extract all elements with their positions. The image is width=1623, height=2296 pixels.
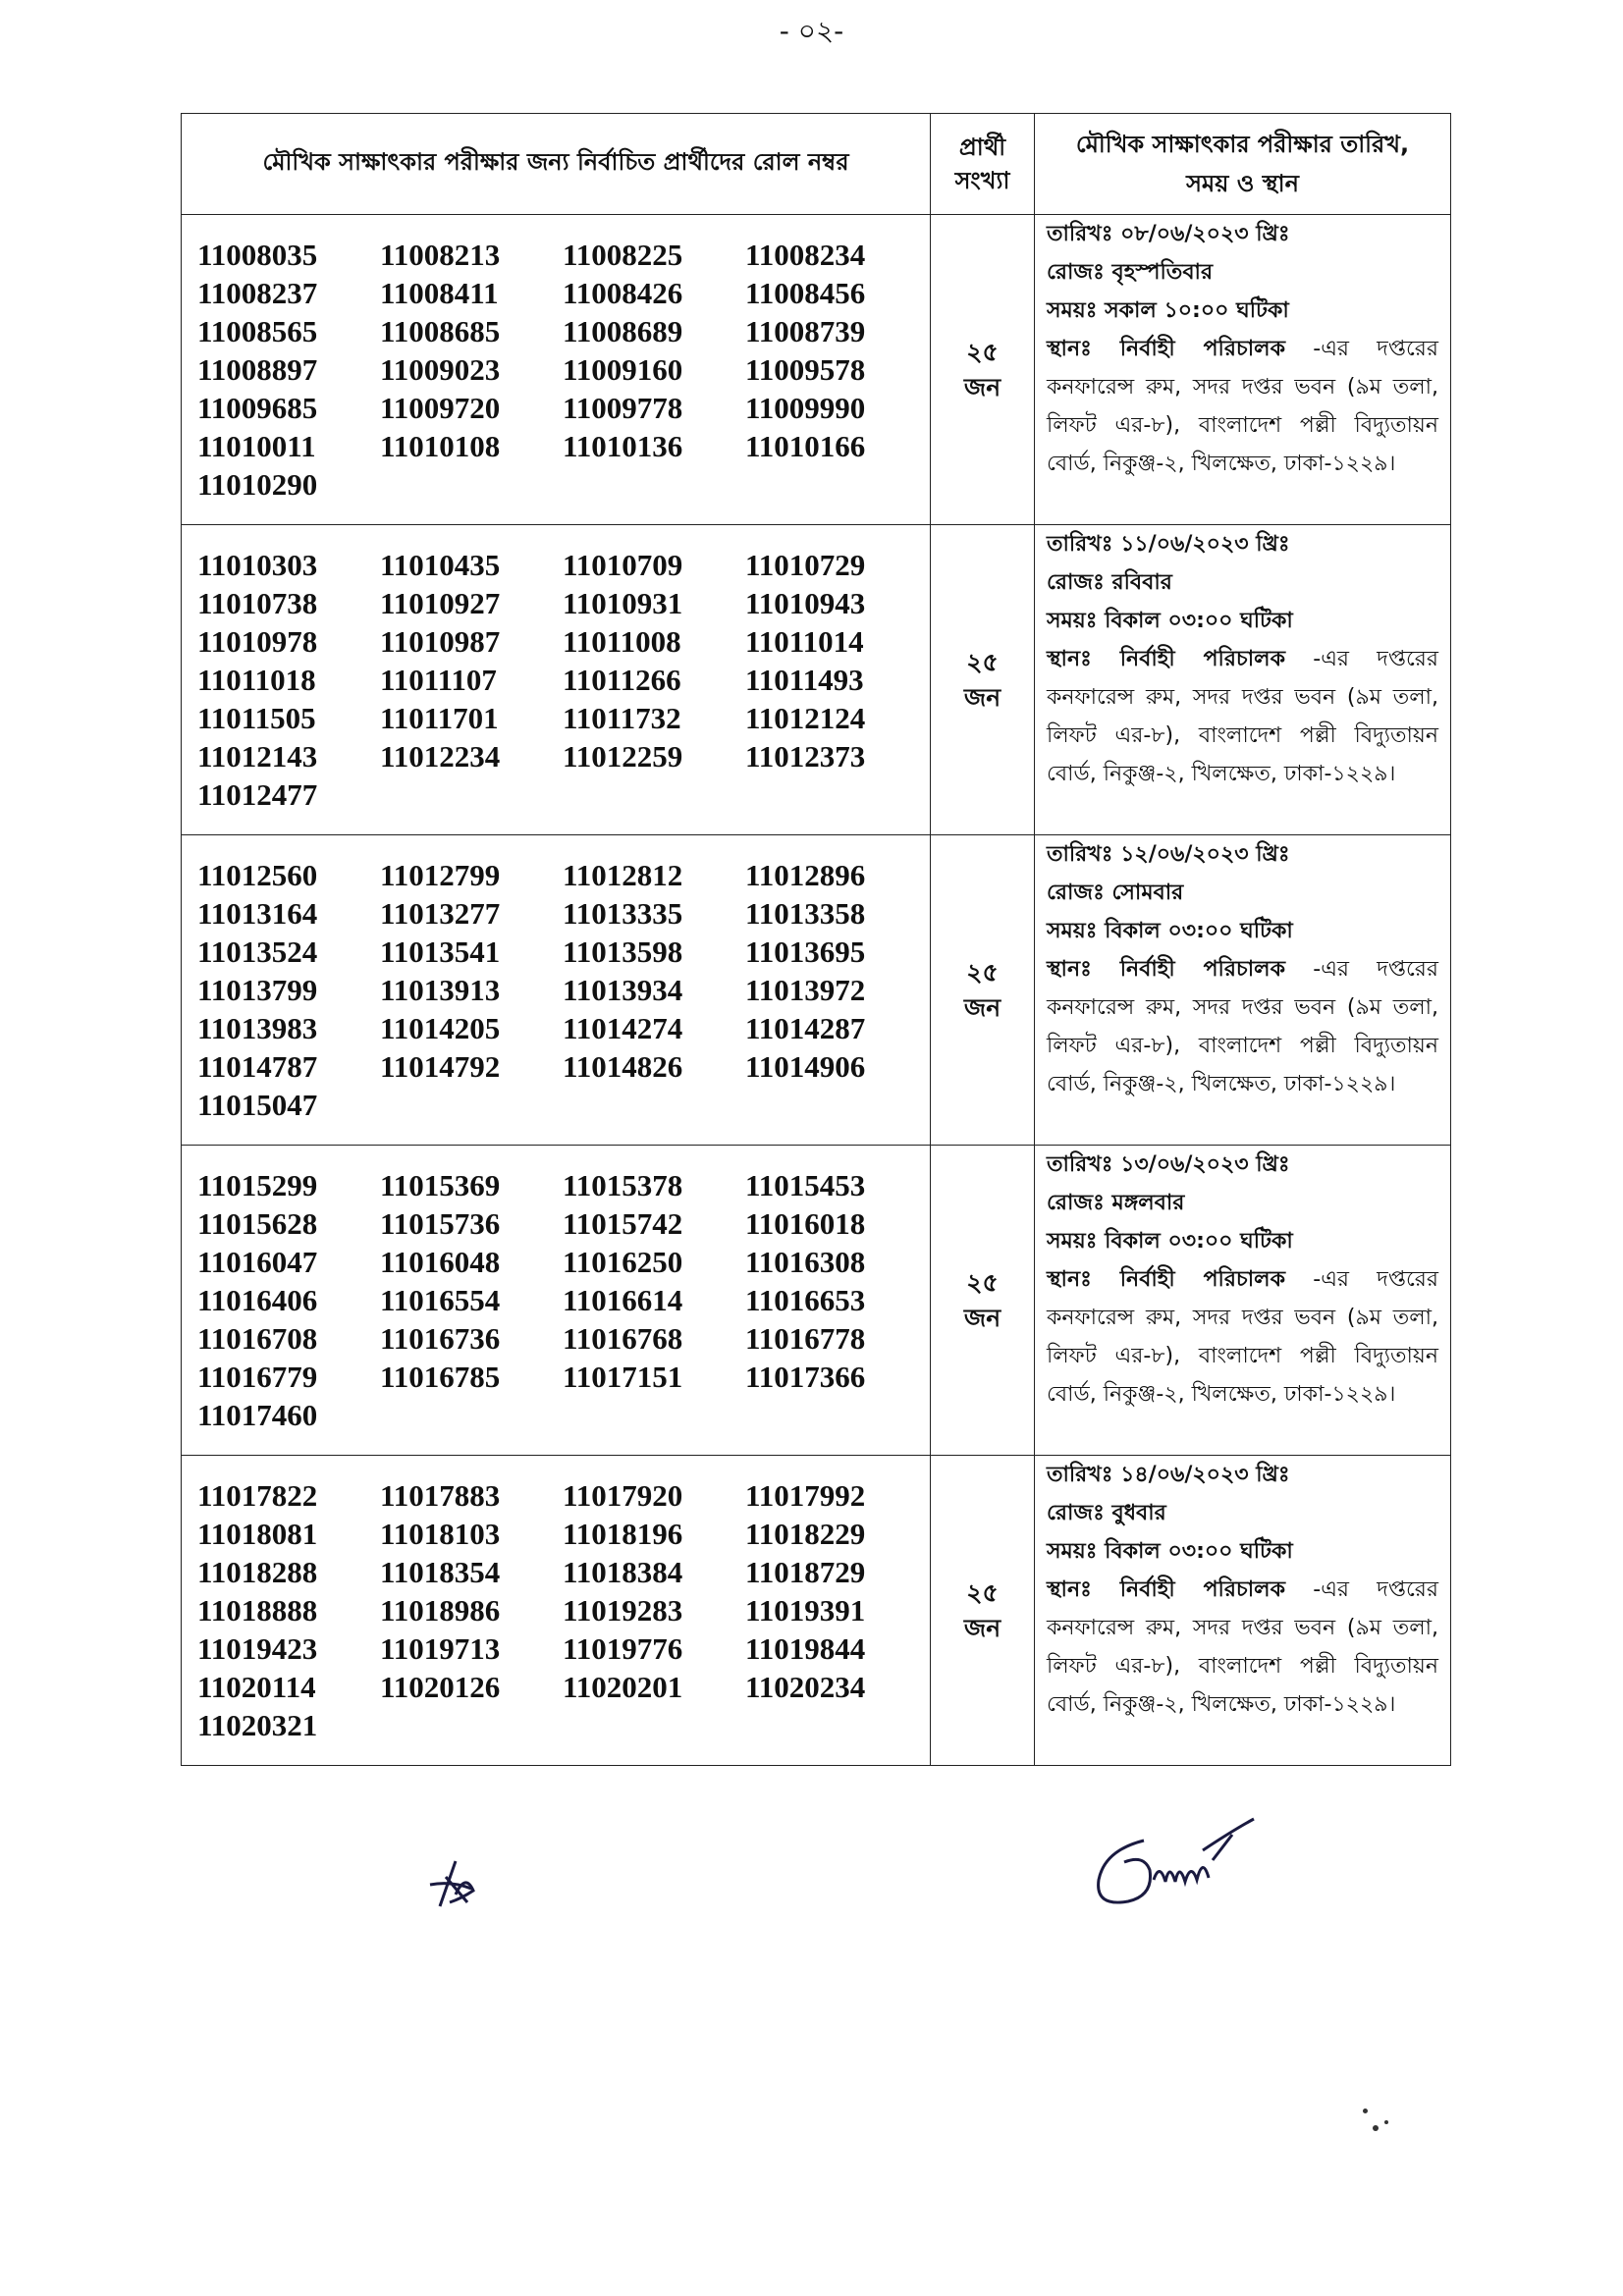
roll-number: 11010303 (197, 548, 318, 582)
venue-text: -এর দপ্তরের কনফারেন্স রুম, সদর দপ্তর ভবন (৯ম তলা, লিফট এর-৮), বাংলাদেশ পল্লী বিদ্যুতায়ন বোর্ড, নিকুঞ্জ-২, খিলক্ষেত, ঢাকা-১২২৯। (1047, 337, 1438, 476)
venue-label: স্থানঃ নির্বাহী পরিচালক (1047, 957, 1285, 982)
roll-number: 11017822 (197, 1478, 318, 1513)
scan-speck (1384, 2120, 1388, 2124)
roll-number: 11020126 (380, 1670, 501, 1704)
roll-number-grid (197, 546, 914, 814)
roll-number: 11012812 (563, 858, 683, 892)
header-details-line2: সময় ও স্থান (1186, 170, 1299, 197)
roll-number: 11014906 (745, 1049, 866, 1084)
roll-number: 11011732 (563, 701, 681, 735)
schedule-details-cell (1035, 525, 1451, 835)
roll-number-cell (182, 215, 931, 525)
roll-number: 11015742 (563, 1206, 683, 1241)
roll-number: 11014792 (380, 1049, 501, 1084)
roll-number: 11011018 (197, 663, 316, 697)
header-count-line1: প্রার্থী (958, 133, 1006, 161)
roll-number: 11014826 (563, 1049, 683, 1084)
roll-number: 11012259 (563, 739, 683, 774)
roll-number: 11008685 (380, 314, 501, 348)
schedule-details-cell (1035, 1456, 1451, 1766)
roll-number: 11016779 (197, 1360, 318, 1394)
table-body (182, 215, 1451, 1766)
roll-number: 11008739 (745, 314, 866, 348)
candidate-count-cell (931, 835, 1035, 1146)
roll-number: 11018288 (197, 1555, 318, 1589)
roll-number-grid (197, 1166, 914, 1434)
roll-number: 11011505 (197, 701, 316, 735)
schedule-block-4 (182, 1146, 1451, 1456)
roll-number: 11010927 (380, 586, 501, 620)
roll-number: 11012896 (745, 858, 866, 892)
roll-number: 11012560 (197, 858, 318, 892)
roll-number: 11013799 (197, 973, 318, 1007)
roll-number: 11010729 (745, 548, 866, 582)
venue-text: -এর দপ্তরের কনফারেন্স রুম, সদর দপ্তর ভবন (৯ম তলা, লিফট এর-৮), বাংলাদেশ পল্লী বিদ্যুতায়ন বোর্ড, নিকুঞ্জ-২, খিলক্ষেত, ঢাকা-১২২৯। (1047, 957, 1438, 1096)
venue-label: স্থানঃ নির্বাহী পরিচালক (1047, 1267, 1285, 1292)
roll-number: 11010166 (745, 429, 866, 463)
interview-time: সময়ঃ বিকাল ০৩:০০ ঘটিকা (1047, 609, 1293, 633)
roll-number: 11015369 (380, 1168, 501, 1202)
count-number: ২৫ (966, 1267, 999, 1297)
roll-number: 11008897 (197, 352, 318, 387)
roll-number: 11016768 (563, 1321, 683, 1356)
count-unit: জন (963, 682, 1001, 712)
roll-number: 11020114 (197, 1670, 316, 1704)
roll-number: 11015299 (197, 1168, 318, 1202)
interview-schedule-table (181, 113, 1451, 1766)
interview-time: সময়ঃ বিকাল ০৩:০০ ঘটিকা (1047, 919, 1293, 943)
roll-number: 11018081 (197, 1517, 318, 1551)
roll-number: 11011266 (563, 663, 681, 697)
interview-date: তারিখঃ ১২/০৬/২০২৩ খ্রিঃ (1047, 842, 1290, 867)
roll-number: 11010738 (197, 586, 318, 620)
roll-number: 11019283 (563, 1593, 683, 1628)
roll-number: 11020321 (197, 1708, 318, 1742)
roll-number: 11017366 (745, 1360, 866, 1394)
roll-number: 11009578 (745, 352, 866, 387)
interview-venue (1047, 1260, 1438, 1414)
roll-number: 11008689 (563, 314, 683, 348)
roll-number: 11008456 (745, 276, 866, 310)
interview-day: রোজঃ বুধবার (1047, 1501, 1166, 1525)
roll-number: 11019776 (563, 1631, 683, 1666)
interview-date: তারিখঃ ১৩/০৬/২০২৩ খ্রিঃ (1047, 1152, 1290, 1177)
roll-number-cell (182, 1146, 931, 1456)
roll-number: 11016406 (197, 1283, 318, 1317)
roll-number: 11011014 (745, 624, 864, 659)
roll-number: 11016048 (380, 1245, 501, 1279)
roll-number: 11012234 (380, 739, 501, 774)
interview-day: রোজঃ বৃহস্পতিবার (1047, 260, 1214, 285)
roll-number: 11009778 (563, 391, 683, 425)
roll-number: 11010290 (197, 467, 318, 502)
count-unit: জন (963, 372, 1001, 401)
page-number: - ০২- (779, 15, 844, 47)
signature (1085, 1811, 1262, 1929)
roll-number: 11017992 (745, 1478, 866, 1513)
roll-number: 11014205 (380, 1011, 501, 1045)
interview-venue (1047, 1571, 1438, 1724)
roll-number-grid (197, 856, 914, 1124)
roll-number: 11013972 (745, 973, 866, 1007)
roll-number: 11018229 (745, 1517, 866, 1551)
venue-label: স্থানঃ নির্বাহী পরিচালক (1047, 1577, 1285, 1602)
candidate-count-cell (931, 1146, 1035, 1456)
header-date-time-venue (1035, 114, 1451, 215)
interview-date: তারিখঃ ১৪/০৬/২০২৩ খ্রিঃ (1047, 1463, 1290, 1487)
roll-number: 11011493 (745, 663, 864, 697)
roll-number: 11018729 (745, 1555, 866, 1589)
roll-number: 11008035 (197, 238, 318, 272)
roll-number: 11011107 (380, 663, 497, 697)
roll-number: 11010435 (380, 548, 501, 582)
roll-number: 11014274 (563, 1011, 683, 1045)
roll-number-cell (182, 835, 931, 1146)
candidate-count-cell (931, 215, 1035, 525)
roll-number: 11020201 (563, 1670, 683, 1704)
roll-number: 11008237 (197, 276, 318, 310)
roll-number: 11010931 (563, 586, 683, 620)
roll-number: 11013541 (380, 934, 501, 969)
roll-number: 11012124 (745, 701, 866, 735)
roll-number: 11012373 (745, 739, 866, 774)
venue-text: -এর দপ্তরের কনফারেন্স রুম, সদর দপ্তর ভবন (৯ম তলা, লিফট এর-৮), বাংলাদেশ পল্লী বিদ্যুতায়ন বোর্ড, নিকুঞ্জ-২, খিলক্ষেত, ঢাকা-১২২৯। (1047, 647, 1438, 786)
roll-number-cell (182, 1456, 931, 1766)
roll-number: 11008225 (563, 238, 683, 272)
roll-number: 11010943 (745, 586, 866, 620)
roll-number: 11008213 (380, 238, 501, 272)
roll-number: 11016653 (745, 1283, 866, 1317)
roll-number: 11016614 (563, 1283, 683, 1317)
initials-signature (422, 1855, 491, 1914)
roll-number-grid (197, 236, 914, 504)
venue-text: -এর দপ্তরের কনফারেন্স রুম, সদর দপ্তর ভবন (৯ম তলা, লিফট এর-৮), বাংলাদেশ পল্লী বিদ্যুতায়ন বোর্ড, নিকুঞ্জ-২, খিলক্ষেত, ঢাকা-১২২৯। (1047, 1267, 1438, 1407)
schedule-details-cell (1035, 1146, 1451, 1456)
roll-number: 11018384 (563, 1555, 683, 1589)
interview-venue (1047, 640, 1438, 793)
interview-day: রোজঃ সোমবার (1047, 881, 1184, 905)
roll-number: 11018888 (197, 1593, 318, 1628)
roll-number: 11009720 (380, 391, 501, 425)
roll-number: 11013524 (197, 934, 318, 969)
interview-venue (1047, 330, 1438, 483)
header-roll-numbers: মৌখিক সাক্ষাৎকার পরীক্ষার জন্য নির্বাচিত প্রার্থীদের রোল নম্বর (182, 114, 931, 215)
roll-number: 11015047 (197, 1088, 318, 1122)
roll-number-grid (197, 1476, 914, 1744)
count-number: ২৫ (966, 647, 999, 676)
count-unit: জন (963, 1303, 1001, 1332)
roll-number: 11015453 (745, 1168, 866, 1202)
venue-text: -এর দপ্তরের কনফারেন্স রুম, সদর দপ্তর ভবন (৯ম তলা, লিফট এর-৮), বাংলাদেশ পল্লী বিদ্যুতায়ন বোর্ড, নিকুঞ্জ-২, খিলক্ষেত, ঢাকা-১২২৯। (1047, 1577, 1438, 1717)
roll-number: 11010108 (380, 429, 501, 463)
roll-number: 11011008 (563, 624, 681, 659)
roll-number: 11014787 (197, 1049, 318, 1084)
roll-number: 11012143 (197, 739, 318, 774)
count-number: ২৫ (966, 957, 999, 987)
roll-number: 11016308 (745, 1245, 866, 1279)
schedule-details-cell (1035, 215, 1451, 525)
roll-number: 11013934 (563, 973, 683, 1007)
count-unit: জন (963, 992, 1001, 1022)
header-candidate-count (931, 114, 1035, 215)
roll-number: 11008565 (197, 314, 318, 348)
roll-number: 11016778 (745, 1321, 866, 1356)
roll-number: 11016708 (197, 1321, 318, 1356)
roll-number: 11010011 (197, 429, 316, 463)
schedule-block-3 (182, 835, 1451, 1146)
roll-number: 11015628 (197, 1206, 318, 1241)
roll-number: 11010987 (380, 624, 501, 659)
candidate-count-cell (931, 1456, 1035, 1766)
roll-number: 11018986 (380, 1593, 501, 1628)
schedule-block-1 (182, 215, 1451, 525)
interview-time: সময়ঃ বিকাল ০৩:০০ ঘটিকা (1047, 1229, 1293, 1254)
schedule-details-cell (1035, 835, 1451, 1146)
schedule-block-2 (182, 525, 1451, 835)
interview-time: সময়ঃ সকাল ১০:০০ ঘটিকা (1047, 298, 1289, 323)
roll-number-cell (182, 525, 931, 835)
roll-number: 11019713 (380, 1631, 501, 1666)
roll-number: 11017460 (197, 1398, 318, 1432)
roll-number: 11012799 (380, 858, 501, 892)
interview-day: রোজঃ মঙ্গলবার (1047, 1191, 1185, 1215)
count-number: ২৫ (966, 1577, 999, 1607)
roll-number: 11013358 (745, 896, 866, 931)
roll-number: 11019391 (745, 1593, 866, 1628)
roll-number: 11018354 (380, 1555, 501, 1589)
roll-number: 11009685 (197, 391, 318, 425)
scan-speck (1373, 2125, 1379, 2131)
count-unit: জন (963, 1613, 1001, 1642)
roll-number: 11018196 (563, 1517, 683, 1551)
interview-venue (1047, 950, 1438, 1103)
roll-number: 11012477 (197, 777, 318, 812)
interview-date: তারিখঃ ১১/০৬/২০২৩ খ্রিঃ (1047, 532, 1290, 557)
roll-number: 11015378 (563, 1168, 683, 1202)
roll-number: 11010709 (563, 548, 683, 582)
roll-number: 11017920 (563, 1478, 683, 1513)
roll-number: 11016018 (745, 1206, 866, 1241)
roll-number: 11008234 (745, 238, 866, 272)
schedule-block-5 (182, 1456, 1451, 1766)
roll-number: 11008426 (563, 276, 683, 310)
roll-number: 11011701 (380, 701, 499, 735)
roll-number: 11016554 (380, 1283, 501, 1317)
roll-number: 11014287 (745, 1011, 866, 1045)
roll-number: 11013695 (745, 934, 866, 969)
venue-label: স্থানঃ নির্বাহী পরিচালক (1047, 337, 1285, 361)
header-count-line2: সংখ্যা (954, 167, 1010, 194)
roll-number: 11017883 (380, 1478, 501, 1513)
interview-date: তারিখঃ ০৮/০৬/২০২৩ খ্রিঃ (1047, 222, 1290, 246)
roll-number: 11015736 (380, 1206, 501, 1241)
roll-number: 11009023 (380, 352, 501, 387)
roll-number: 11009990 (745, 391, 866, 425)
roll-number: 11018103 (380, 1517, 501, 1551)
interview-time: সময়ঃ বিকাল ০৩:০০ ঘটিকা (1047, 1539, 1293, 1564)
roll-number: 11013598 (563, 934, 683, 969)
roll-number: 11013164 (197, 896, 318, 931)
roll-number: 11019423 (197, 1631, 318, 1666)
roll-number: 11016047 (197, 1245, 318, 1279)
roll-number: 11013277 (380, 896, 501, 931)
roll-number: 11017151 (563, 1360, 683, 1394)
roll-number: 11008411 (380, 276, 499, 310)
roll-number: 11013983 (197, 1011, 318, 1045)
roll-number: 11019844 (745, 1631, 866, 1666)
table-header-row (182, 114, 1451, 215)
header-details-line1: মৌখিক সাক্ষাৎকার পরীক্ষার তারিখ, (1075, 131, 1410, 158)
roll-number: 11013335 (563, 896, 683, 931)
candidate-count-cell (931, 525, 1035, 835)
scan-speck (1363, 2109, 1368, 2113)
interview-day: রোজঃ রবিবার (1047, 570, 1172, 595)
roll-number: 11016250 (563, 1245, 683, 1279)
venue-label: স্থানঃ নির্বাহী পরিচালক (1047, 647, 1285, 671)
roll-number: 11016785 (380, 1360, 501, 1394)
roll-number: 11013913 (380, 973, 501, 1007)
roll-number: 11020234 (745, 1670, 866, 1704)
roll-number: 11009160 (563, 352, 683, 387)
count-number: ২৫ (966, 337, 999, 366)
roll-number: 11010978 (197, 624, 318, 659)
roll-number: 11016736 (380, 1321, 501, 1356)
roll-number: 11010136 (563, 429, 683, 463)
